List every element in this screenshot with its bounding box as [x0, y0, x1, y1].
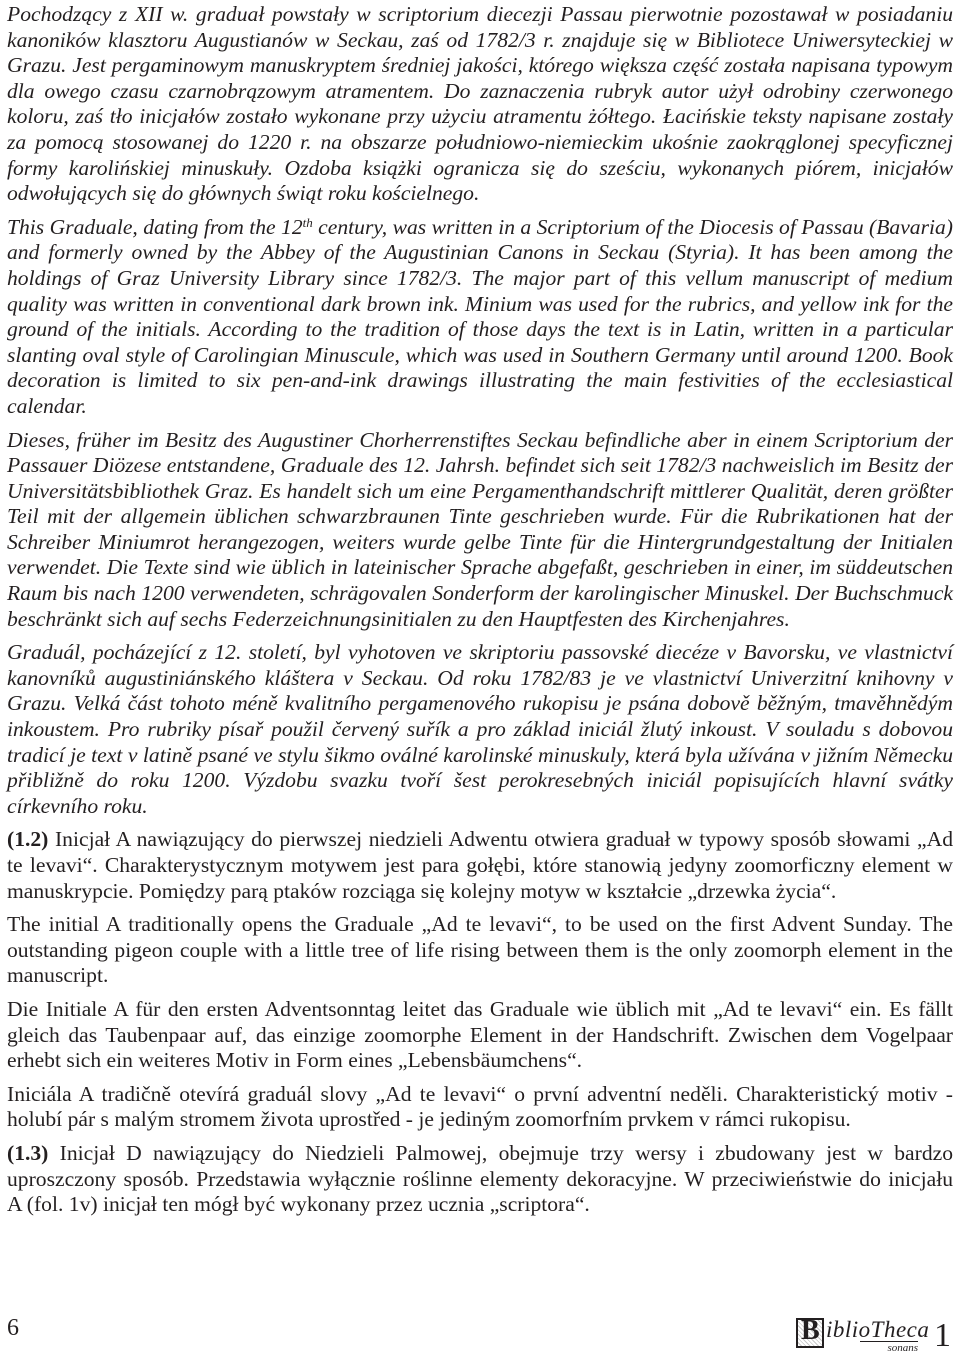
- polish-section-1-3: [7, 1141, 953, 1218]
- english-intro-paragraph: [7, 215, 953, 420]
- polish-intro-paragraph: Pochodzący z XII w. graduał powstały w scriptorium diecezji Passau pierwotnie pozostawał w posiadaniu kanoników klasztoru Augustianów w Seckau, zaś od 1782/3 r. znajduje się w Bibliotece Uniwersyteckiej w Grazu. Jest pergaminowym manuskryptem średniej jakości, którego większa część została napisana typowym dla owego czasu czarnobrązowym atramentem. Do zaznaczenia rubryk autor użył odrobiny czerwonego koloru, zaś tło inicjałów zostało wykonane przy użyciu atramentu żółtego. Łacińskie teksty napisane zostały za pomocą stosowanej do 1220 r. na obszarze południowo-niemieckim ukośnie zaokrąglonej specyficznej formy karolińskiej minuskuły. Ozdoba książki ogranicza się do sześciu, wykonanych piórem, inicjałów odwołujących się do głównych świąt roku kościelnego.: [7, 2, 953, 206]
- logo-subtitle: sonans: [860, 1341, 918, 1354]
- bibliotheca-sonans-logo: [796, 1316, 956, 1356]
- page-number: 6: [7, 1315, 19, 1341]
- english-intro-text-a: This Graduale, dating from the 12: [7, 214, 303, 239]
- czech-section-1-2: Iniciála A tradičně otevírá graduál slovy „Ad te levavi“ o první adventní neděli. Charakteristický motiv - holubí pár s malým stromem života uprostřed - je jediným zoomorfním prvkem v rámci rukopisu.: [7, 1081, 953, 1132]
- logo-initial: B: [801, 1315, 820, 1346]
- english-section-1-2: The initial A traditionally opens the Graduale „Ad te levavi“, to be used on the first Advent Sunday. The outstanding pigeon couple with a little tree of life rising between them is the only zoomorph element in the manuscript.: [7, 912, 953, 988]
- english-intro-superscript: th: [302, 214, 313, 230]
- section-number-1-3: (1.3): [7, 1140, 49, 1165]
- polish-section-1-3-text: Inicjał D nawiązujący do Niedzieli Palmowej, obejmuje trzy wersy i zbudowany jest w bardzo uproszczony sposób. Przedstawia wyłącznie roślinne elementy dekoracyjne. W przeciwieństwie do inicjału A (fol. 1v) inicjał ten mógł być wykonany przez ucznia „scriptora“.: [7, 1140, 953, 1217]
- polish-section-1-2-text: Inicjał A nawiązujący do pierwszej niedzieli Adwentu otwiera graduał w typowy sposób słowami „Ad te levavi“. Charakterystycznym motywem jest para gołębi, które stanowią jedyny zoomorficzny element w manuskrypcie. Pomiędzy parą ptaków rozciąga się kolejny motyw w kształcie „drzewka życia“.: [7, 827, 953, 903]
- german-section-1-2: Die Initiale A für den ersten Adventsonntag leitet das Graduale wie üblich mit „Ad te levavi“ ein. Es fällt gleich das Taubenpaar auf, das einzige zoomorphe Element in der Handschrift. Zwischen dem Vogelpaar erhebt sich ein weiteres Motiv in Form eines „Lebensbäumchens“.: [7, 996, 953, 1073]
- czech-intro-paragraph: Graduál, pocházející z 12. století, byl vyhotoven ve skriptoriu passovské diecéze v Bavorsku, ve vlastnictví kanovníků augustiniánského kláštera v Seckau. Od roku 1782/83 je ve vlastnictví Univerzitní knihovny v Grazu. Velká část tohoto méně kvalitního pergamenového rukopisu je psána dobově běžným, tmavěhnědým inkoustem. Pro rubriky písař použil červený suřík a pro základ iniciál žlutý inkoust. V souladu s dobovou tradicí je text v latině psané ve stylu šikmo oválné karolinské minuskuly, která byla užívána v jižním Německu přibližně do roku 1200. Výzdobu svazku tvoří šest perokresebných iniciál popisujících hlavní svátky církevního roku.: [7, 640, 953, 818]
- polish-section-1-2: [7, 827, 953, 904]
- german-intro-paragraph: Dieses, früher im Besitz des Augustiner Chorherrenstiftes Seckau befindliche aber in einem Scriptorium der Passauer Diözese entstandene, Graduale des 12. Jahrsh. befindet sich seit 1782/3 nachweislich im Besitz der Universitätsbibliothek Graz. Es handelt sich um eine Pergamenthandschrift mittlerer Qualität, deren größter Teil mit der allgemein üblichen schwarzbraunen Tinte geschrieben wurde. Für die Rubrikationen hat der Schreiber Miniumrot herangezogen, weiters wurde gelbe Tinte für die Hintergrundgestaltung der Initialen verwendet. Die Texte sind wie üblich in lateinischer Sprache abgefaßt, geschrieben in einer, im süddeutschen Raum bis nach 1200 verwendeten, schrägovalen Sonderform der karolingischer Minuskel. Der Buchschmuck beschränkt sich auf sechs Federzeichnungsinitialen zu den Hauptfesten des Kirchenjahres.: [7, 427, 953, 631]
- logo-volume-number: 1: [934, 1317, 951, 1354]
- english-intro-text-b: century, was written in a Scriptorium of the Diocesis of Passau (Bavaria) and formerly owned by the Abbey of the Augustinian Canons in Seckau (Styria). It has been among the holdings of Graz University Library since 1782/3. The major part of this vellum manuscript of medium quality was written in conventional dark brown ink. Minium was used for the rubrics, and yellow ink for the ground of the initials. According to the tradition of those days the text is in Latin, written in a particular slanting oval style of Carolingian Minuscule, which was used in Southern Germany until around 1200. Book decoration is limited to six pen-and-ink drawings illustrating the main festivities of the ecclesiastical calendar.: [7, 214, 953, 418]
- section-number-1-2: (1.2): [7, 827, 49, 852]
- logo-wordmark: iblioTheca: [826, 1317, 930, 1342]
- document-page: [7, 2, 953, 1218]
